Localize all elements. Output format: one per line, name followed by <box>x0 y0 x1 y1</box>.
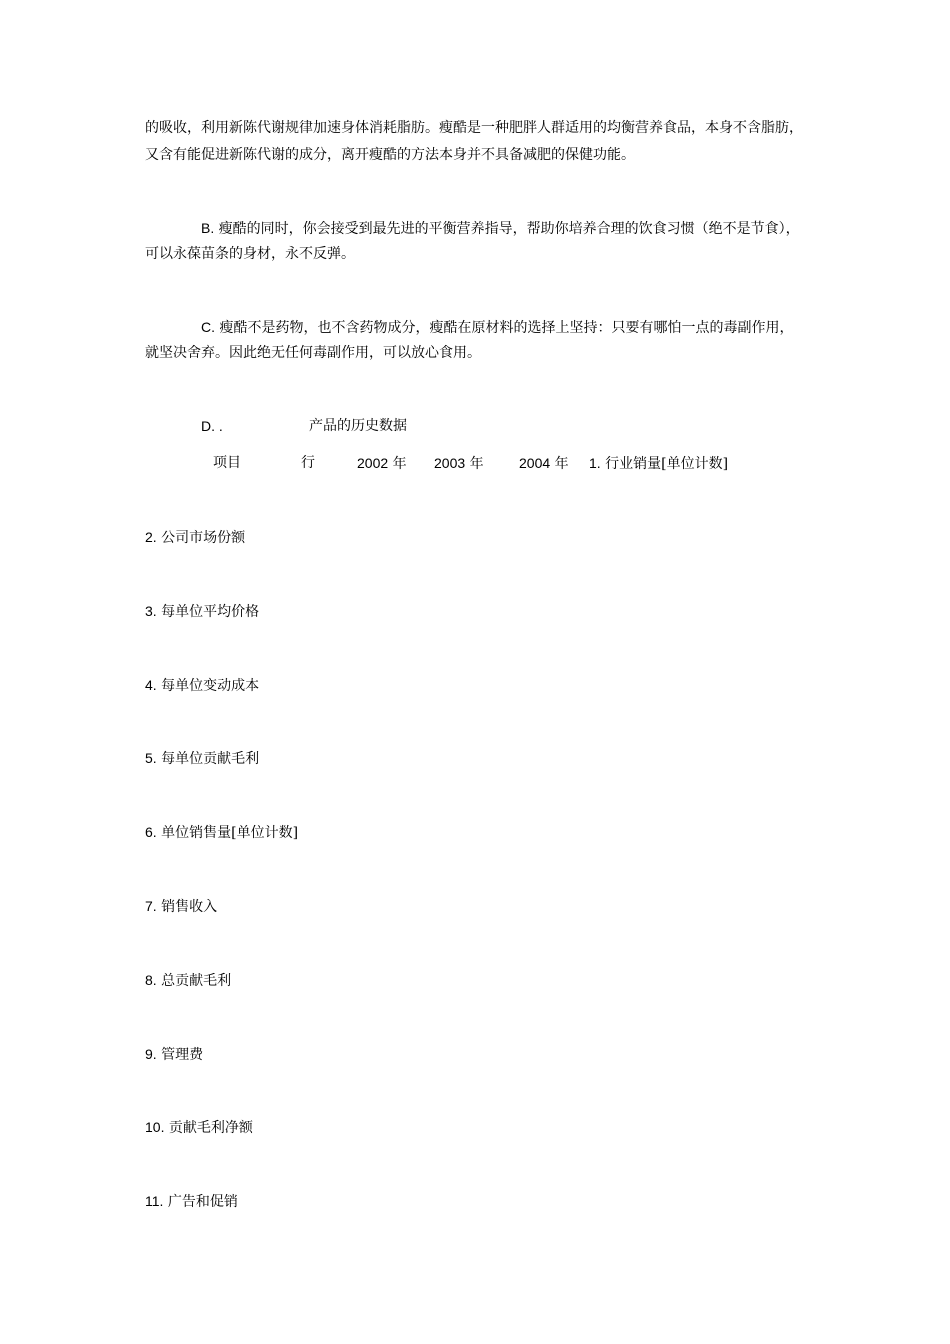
item-1-label: 行业销量[单位计数] <box>605 456 729 472</box>
item-number: 6. <box>145 824 157 840</box>
item-label: 广告和促销 <box>167 1194 238 1210</box>
item-label: 每单位变动成本 <box>161 678 260 694</box>
item-number: 11. <box>145 1193 164 1209</box>
item-number: 2. <box>145 529 157 545</box>
list-item <box>145 970 231 991</box>
list-item <box>145 1191 238 1212</box>
header-year-2002 <box>357 453 407 474</box>
header-year-2003-num: 2003 <box>434 455 466 471</box>
item-label: 每单位贡献毛利 <box>161 751 260 767</box>
header-year-2002-unit: 年 <box>392 456 407 472</box>
header-year-2003 <box>434 453 484 474</box>
paragraph-b-line-1 <box>201 218 810 239</box>
paragraph-b-line-2: 可以永葆苗条的身材，永不反弹。 <box>145 246 355 262</box>
item-number: 10. <box>145 1119 165 1135</box>
list-item <box>145 1117 253 1138</box>
item-number: 8. <box>145 972 157 988</box>
item-number: 9. <box>145 1046 157 1062</box>
list-item <box>145 822 298 843</box>
header-item: 项目 <box>213 455 241 471</box>
item-label: 销售收入 <box>161 899 218 915</box>
item-label: 贡献毛利净额 <box>168 1120 253 1136</box>
header-year-2003-unit: 年 <box>469 456 484 472</box>
list-item <box>145 675 259 696</box>
item-1-number: 1. <box>589 455 601 471</box>
paragraph-c-line-1 <box>201 317 810 338</box>
item-label: 公司市场份额 <box>161 530 246 546</box>
list-item <box>145 601 259 622</box>
header-year-2004 <box>519 453 569 474</box>
intro-line-2: 又含有能促进新陈代谢的成分，离开瘦酷的方法本身并不具备减肥的保健功能。 <box>145 147 635 163</box>
item-number: 4. <box>145 677 157 693</box>
item-label: 总贡献毛利 <box>161 973 232 989</box>
item-label: 单位销售量[单位计数] <box>161 825 299 841</box>
paragraph-b-marker: B. <box>201 220 215 236</box>
intro-line-1: 的吸收，利用新陈代谢规律加速身体消耗脂肪。瘦酷是一种肥胖人群适用的均衡营养食品，本身不含脂肪， <box>145 120 803 136</box>
paragraph-c-marker: C. <box>201 319 215 335</box>
list-item <box>145 748 259 769</box>
item-label: 管理费 <box>161 1047 204 1063</box>
list-item <box>145 527 245 548</box>
item-number: 5. <box>145 750 157 766</box>
header-year-2004-num: 2004 <box>519 455 551 471</box>
item-number: 3. <box>145 603 157 619</box>
paragraph-d-marker: D. . <box>201 418 223 434</box>
list-item <box>145 1044 203 1065</box>
header-year-2002-num: 2002 <box>357 455 389 471</box>
paragraph-c-text-1: 瘦酷不是药物，也不含药物成分，瘦酷在原材料的选择上坚持：只要有哪怕一点的毒副作用， <box>219 320 794 336</box>
item-number: 7. <box>145 898 157 914</box>
list-item <box>145 896 217 917</box>
item-label: 每单位平均价格 <box>161 604 260 620</box>
paragraph-b-text-1: 瘦酷的同时，你会接受到最先进的平衡营养指导，帮助你培养合理的饮食习惯（绝不是节食）， <box>218 221 800 237</box>
history-data-title: 产品的历史数据 <box>309 418 407 434</box>
header-row: 行 <box>301 455 315 471</box>
item-1 <box>589 453 728 474</box>
paragraph-c-line-2: 就坚决舍弃。因此绝无任何毒副作用，可以放心食用。 <box>145 345 481 361</box>
header-year-2004-unit: 年 <box>554 456 569 472</box>
